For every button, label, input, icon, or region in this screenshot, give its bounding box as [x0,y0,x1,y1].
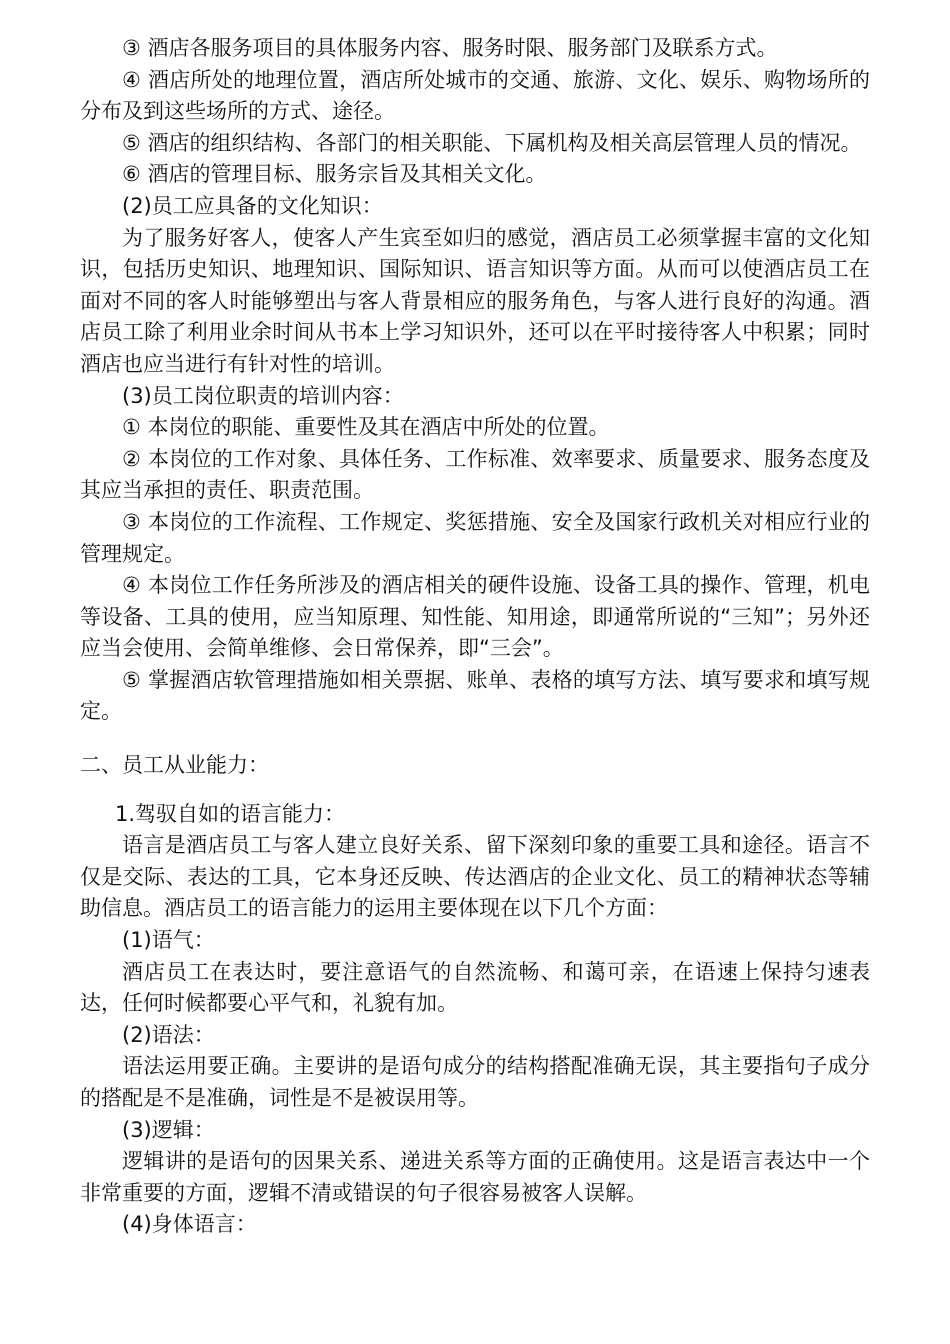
paragraph: 语法运用要正确。主要讲的是语句成分的结构搭配准确无误，其主要指句子成分的搭配是不是准确，词性是不是被误用等。 [80,1054,870,1110]
paragraph: 酒店员工在表达时，要注意语气的自然流畅、和蔼可亲，在语速上保持匀速表达，任何时候都要心平气和，礼貌有加。 [80,959,870,1016]
subsection-heading: 1.驾驭自如的语言能力： [115,801,346,826]
paragraph: 为了服务好客人，使客人产生宾至如归的感觉，酒店员工必须掌握丰富的文化知识，包括历史知识、地理知识、国际知识、语言知识等方面。从而可以使酒店员工在面对不同的客人时能够塑出与客人背景相应的服务角色，与客人进行良好的沟通。酒店员工除了利用业余时间从书本上学习知识外，还可以在平时接待客人中积累；同时酒店也应当进行有针对性的培训。 [80,225,870,376]
paragraph: ③ 酒店各服务项目的具体服务内容、服务时限、服务部门及联系方式。 [122,36,778,60]
section-heading: 二、员工从业能力： [80,753,269,778]
paragraph: ③ 本岗位的工作流程、工作规定、奖惩措施、安全及国家行政机关对相应行业的管理规定。 [80,509,870,566]
paragraph: (2)员工应具备的文化知识： [122,193,383,218]
paragraph: (4)身体语言： [122,1212,257,1237]
paragraph: (1)语气： [122,928,215,953]
paragraph: (3)员工岗位职责的培训内容： [122,383,404,408]
paragraph: ⑤ 酒店的组织结构、各部门的相关职能、下属机构及相关高层管理人员的情况。 [122,130,862,155]
paragraph: 语言是酒店员工与客人建立良好关系、留下深刻印象的重要工具和途径。语言不仅是交际、表达的工具，它本身还反映、传达酒店的企业文化、员工的精神状态等辅助信息。酒店员工的语言能力的运用主要体现在以下几个方面： [80,833,870,921]
document-body [80,33,870,1241]
paragraph: ④ 酒店所处的地理位置，酒店所处城市的交通、旅游、文化、娱乐、购物场所的分布及到这些场所的方式、途径。 [80,67,870,124]
paragraph: ① 本岗位的职能、重要性及其在酒店中所处的位置。 [122,415,610,440]
paragraph: ⑤ 掌握酒店软管理措施如相关票据、账单、表格的填写方法、填写要求和填写规定。 [80,667,870,724]
paragraph: ⑥ 酒店的管理目标、服务宗旨及其相关文化。 [122,162,547,187]
paragraph: (3)逻辑： [122,1117,215,1142]
paragraph: ④ 本岗位工作任务所涉及的酒店相关的硬件设施、设备工具的操作、管理，机电等设备、工具的使用，应当知原理、知性能、知用途，即通常所说的“三知”；另外还应当会使用、会简单维修、会日常保养，即“三会”。 [80,573,870,661]
paragraph: (2)语法： [122,1022,215,1047]
paragraph: 逻辑讲的是语句的因果关系、递进关系等方面的正确使用。这是语言表达中一个非常重要的方面，逻辑不清或错误的句子很容易被客人误解。 [80,1149,870,1205]
paragraph: ② 本岗位的工作对象、具体任务、工作标准、效率要求、质量要求、服务态度及其应当承担的责任、职责范围。 [80,446,870,503]
